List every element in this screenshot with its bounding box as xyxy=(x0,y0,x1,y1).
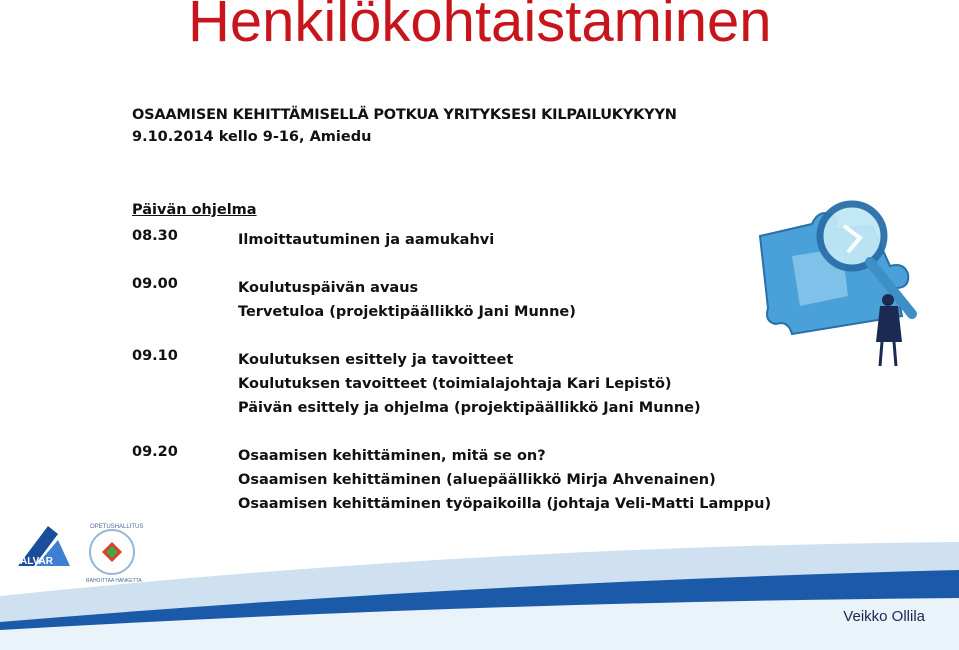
magnifier-puzzle-icon xyxy=(752,196,942,376)
slot-item: Päivän esittely ja ohjelma (projektipäällikkö Jani Munne) xyxy=(238,400,701,416)
slot-item: Osaamisen kehittäminen työpaikoilla (johtaja Veli-Matti Lamppu) xyxy=(238,496,772,512)
slot-time: 09.10 xyxy=(132,348,178,364)
partner-logos xyxy=(14,520,144,584)
slot-item: Ilmoittautuminen ja aamukahvi xyxy=(238,232,495,248)
program-label: Päivän ohjelma xyxy=(132,202,257,218)
slot-item: Koulutuksen tavoitteet (toimialajohtaja Kari Lepistö) xyxy=(238,376,672,392)
slot-time: 09.00 xyxy=(132,276,178,292)
opetushallitus-logo: OPETUSHALLITUS xyxy=(90,524,144,530)
agenda-date: 9.10.2014 kello 9-16, Amiedu xyxy=(132,129,372,145)
agenda-document xyxy=(132,104,772,512)
slide-title: Henkilökohtaistaminen xyxy=(188,0,772,54)
slot-item: Tervetuloa (projektipäällikkö Jani Munne) xyxy=(238,304,576,320)
footer-author: Veikko Ollila xyxy=(843,608,925,625)
slot-time: 08.30 xyxy=(132,228,178,244)
slot-item: Koulutuspäivän avaus xyxy=(238,280,419,296)
slot-item: Koulutuksen esittely ja tavoitteet xyxy=(238,352,514,368)
slot-item: Osaamisen kehittäminen, mitä se on? xyxy=(238,448,546,464)
rahoittaa-text: RAHOITTAA HANKETTA xyxy=(86,578,142,584)
slot-item: Osaamisen kehittäminen (aluepäällikkö Mirja Ahvenainen) xyxy=(238,472,716,488)
logo-group xyxy=(14,520,144,584)
agenda-heading: OSAAMISEN KEHITTÄMISELLÄ POTKUA YRITYKSESI KILPAILUKYKYYN xyxy=(132,107,677,123)
alvar-logo: ALVAR xyxy=(20,556,53,567)
slot-time: 09.20 xyxy=(132,444,178,460)
